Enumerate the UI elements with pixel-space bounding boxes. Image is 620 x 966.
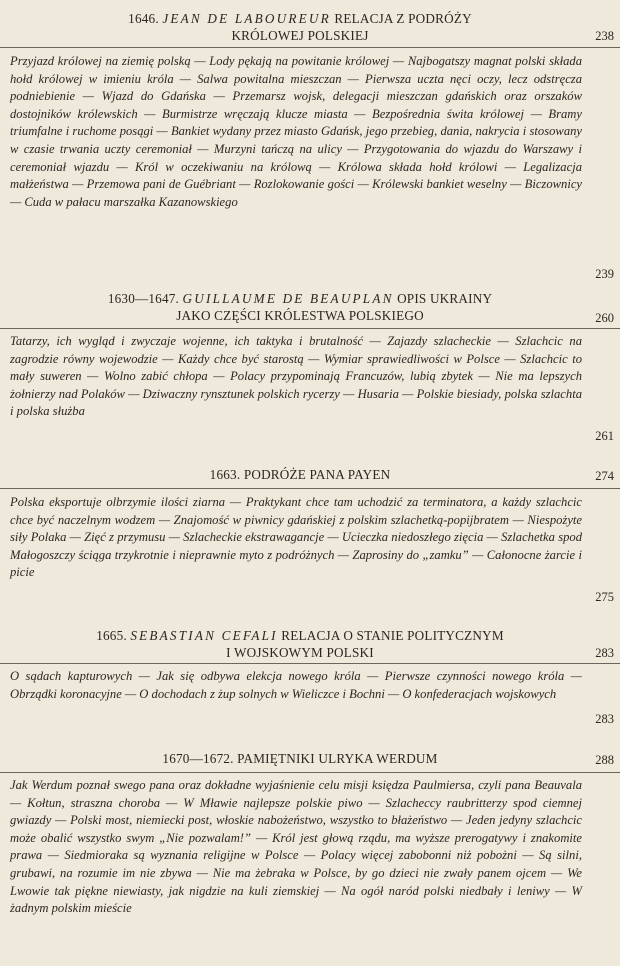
section-divider bbox=[0, 772, 620, 773]
section-start-page: 260 bbox=[595, 311, 614, 325]
heading-year: 1670—1672. bbox=[162, 751, 234, 766]
section-divider bbox=[0, 488, 620, 489]
heading-author: GUILLAUME DE BEAUPLAN bbox=[182, 291, 394, 306]
section-heading bbox=[60, 750, 540, 767]
section-heading bbox=[60, 466, 540, 483]
section-divider bbox=[0, 47, 620, 48]
section-summary: Jak Werdum poznał swego pana oraz dokładne wyjaśnienie celu misji księdza Paulmiersa, czyli pana Beauvala — Kołtun, straszna choroba — W Mławie najlepsze polskie piwo — Szlacheccy raubritterzy spod ciemnej gwiazdy — Polski most, niemiecki post, włoskie nabożeństwo, wszystko to błażeństwo — Jeden jedyny szlachcic może obalić wszystko swym „Nie pozwalam!” — Król jest głową rządu, ma wyższe prerogatywy i znakomite prawa — Siedmioraka są wyznania religijne w Polsce — Polacy więcej zabobonni niż pobożni — Są silni, grubawi, na rozumie im nie zbywa — Nie ma żebraka w Polsce, by go dzieci nie zwały panem ojcem — We Lwowie tak piękne niewiasty, jak nigdzie na kuli ziemskiej — Na ogół naród polski niedbały i leniwy — W żadnym polskim mieście bbox=[10, 778, 582, 916]
section-start-page: 288 bbox=[595, 753, 614, 767]
heading-subtitle: KRÓLOWEJ POLSKIEJ bbox=[231, 28, 369, 43]
section-summary: Tatarzy, ich wygląd i zwyczaje wojenne, ich taktyka i brutalność — Zajazdy szlacheckie — Szlachcic na zagrodzie równy wojewodzie — Każdy chce być starostą — Wymiar sprawiedliwości w Polsce — Szlachcic to mały suweren — Wolno zabić chłopa — Polacy przypominają Francuzów, lubią zbytek — Nie ma lepszych żołnierzy nad Polaków — Dziwaczny rynsztunek polskich rycerzy — Husaria — Polskie biesiady, polska szlachta i polska służba bbox=[10, 334, 582, 419]
section-end-page: 283 bbox=[595, 712, 614, 726]
section-heading bbox=[60, 627, 540, 661]
heading-title: OPIS UKRAINY bbox=[397, 291, 493, 306]
section-start-page: 283 bbox=[595, 646, 614, 660]
section-heading bbox=[60, 290, 540, 324]
section-summary: Przyjazd królowej na ziemię polską — Lody pękają na powitanie królowej — Najbogatszy magnat polski składa hołd królowej w imieniu króla — Salwa powitalna mieszczan — Pierwsza uczta nęci oczy, lecz odstręcza podniebienie — Wjazd do Gdańska — Przemarsz wojsk, delegacji mieszczan gdańskich oraz orszaków dostojników królewskich — Burmistrze wręczają klucze miasta — Bezpośrednia świta królowej — Bramy triumfalne i ruchome posągi — Bankiet wydany przez miasto Gdańsk, jego przebieg, dania, nakrycia i stosowany w czasie trwania uczty ceremoniał — Murzyni tańczą na ulicy — Przygotowania do wjazdu do Warszawy i ceremoniał wjazdu — Król w oczekiwaniu na królową — Królowa składa hołd królowi — Legalizacja małżeństwa — Przemowa pani de Guébriant — Rozlokowanie gości — Królewski bankiet weselny — Biczownicy — Cuda w pałacu marszałka Kazanowskiego bbox=[10, 54, 582, 209]
heading-subtitle: I WOJSKOWYM POLSKI bbox=[226, 645, 374, 660]
section-start-page: 238 bbox=[595, 29, 614, 43]
section-end-page: 261 bbox=[595, 429, 614, 443]
heading-title: PODRÓŻE PANA PAYEN bbox=[243, 467, 391, 482]
section-divider bbox=[0, 328, 620, 329]
heading-year: 1665. bbox=[96, 628, 127, 643]
heading-title: RELACJA O STANIE POLITYCZNYM bbox=[281, 628, 504, 643]
heading-title: RELACJA Z PODRÓŻY bbox=[334, 11, 472, 26]
heading-author: JEAN DE LABOUREUR bbox=[162, 11, 331, 26]
heading-subtitle: JAKO CZĘŚCI KRÓLESTWA POLSKIEGO bbox=[176, 308, 424, 323]
section-start-page: 274 bbox=[595, 469, 614, 483]
section-divider bbox=[0, 663, 620, 664]
heading-year: 1646. bbox=[128, 11, 159, 26]
section-summary: O sądach kapturowych — Jak się odbywa elekcja nowego króla — Pierwsze czynności nowego króla — Obrządki koronacyjne — O dochodach z żup solnych w Wieliczce i Bochni — O konfederacjach wojskowych bbox=[10, 669, 582, 701]
section-end-page: 275 bbox=[595, 590, 614, 604]
section-summary: Polska eksportuje olbrzymie ilości ziarna — Praktykant chce tam uchodzić za terminatora, a każdy szlachcic chce być naczelnym wodzem — Znajomość w piwnicy gdańskiej z polskim szlachetką-popijbratem — Niespożyte siły Polaka — Zięć z przymusu — Szlacheckie ekstrawagancje — Ucieczka niedoszłego zięcia — Szlachetka spod Małogoszczy ściąga trzykrotnie i nieprawnie myto z podróżnych — Zaprosiny do „zamku” — Całonocne żarcie i picie bbox=[10, 495, 582, 580]
heading-author: SEBASTIAN CEFALI bbox=[130, 628, 278, 643]
heading-year: 1663. bbox=[209, 467, 241, 482]
section-end-page: 239 bbox=[595, 267, 614, 281]
section-heading bbox=[60, 10, 540, 44]
heading-title: PAMIĘTNIKI ULRYKA WERDUM bbox=[237, 751, 438, 766]
heading-year: 1630—1647. bbox=[107, 291, 180, 306]
